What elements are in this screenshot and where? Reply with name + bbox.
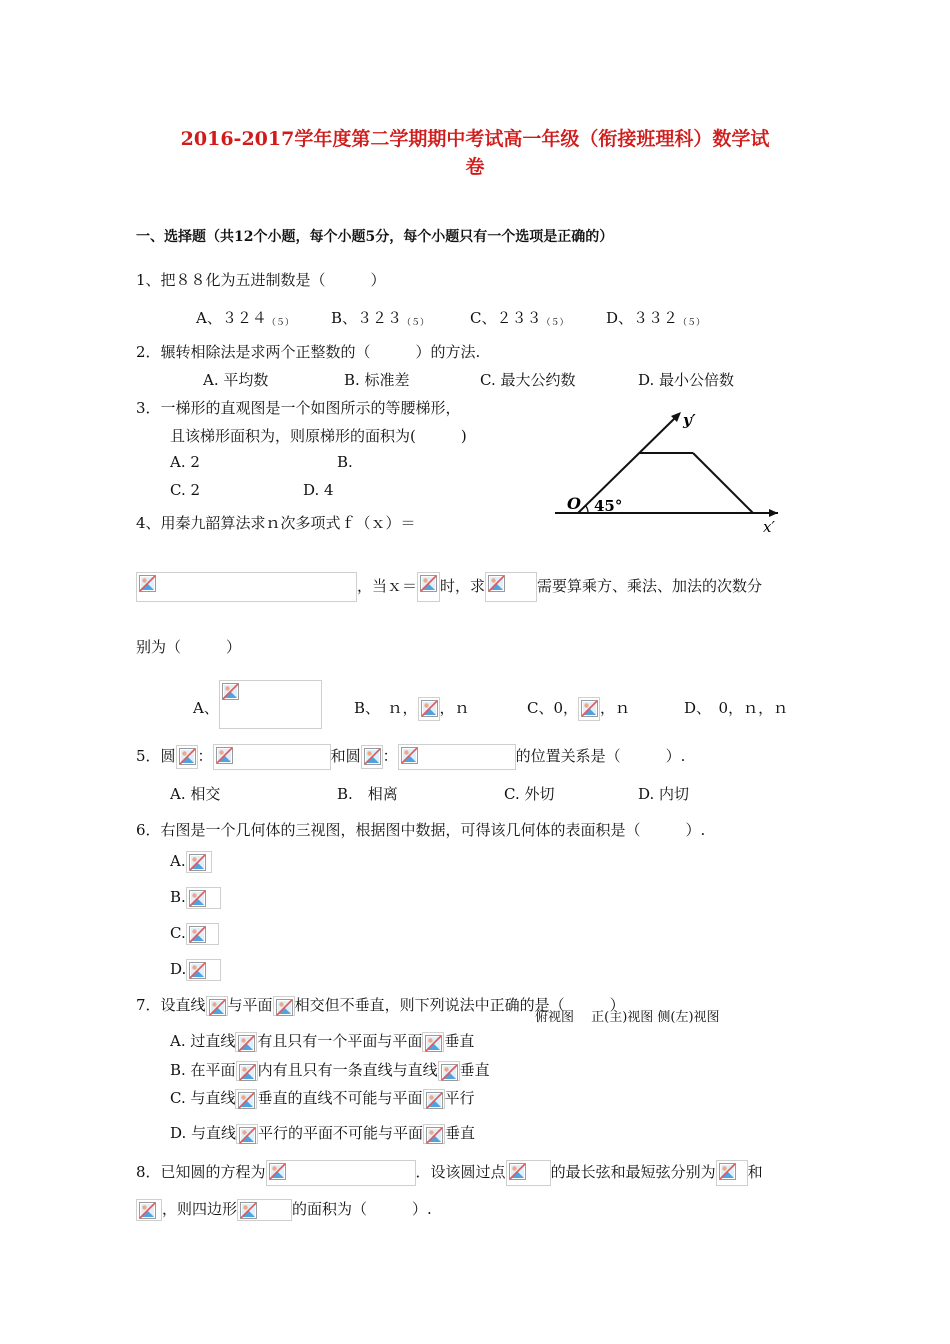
q7-option-a: A. 过直线 有且只有一个平面与平面 垂直 bbox=[170, 1032, 475, 1050]
section-header: 一、选择题（共12个小题，每个小题5分，每个小题只有一个选项是正确的） bbox=[136, 229, 614, 245]
q5-option-d: D. 内切 bbox=[638, 785, 690, 803]
q3-option-c: C. 2 bbox=[170, 481, 201, 499]
q1-stem: 1、把８８化为五进制数是（ ） bbox=[136, 271, 386, 289]
formula-image-placeholder bbox=[418, 697, 440, 721]
broken-image-icon bbox=[441, 1064, 458, 1081]
broken-image-icon bbox=[238, 1035, 255, 1052]
formula-image-placeholder bbox=[186, 887, 221, 909]
formula-image-placeholder bbox=[273, 996, 295, 1016]
y-axis-label: y′ bbox=[683, 411, 696, 429]
formula-image-placeholder bbox=[417, 572, 440, 602]
q3-option-b: B. bbox=[337, 453, 353, 471]
formula-image-placeholder bbox=[423, 1089, 445, 1109]
formula-image-placeholder bbox=[235, 1032, 257, 1052]
formula-image-placeholder bbox=[266, 1160, 416, 1186]
formula-image-placeholder bbox=[236, 1124, 258, 1144]
broken-image-icon bbox=[401, 747, 418, 764]
angle-label: 45° bbox=[594, 497, 623, 515]
three-view-labels: 俯视图 正(主)视图 侧(左)视图 bbox=[535, 1010, 720, 1025]
q7-option-c: C. 与直线 垂直的直线不可能与平面 平行 bbox=[170, 1089, 475, 1107]
formula-image-placeholder bbox=[423, 1124, 445, 1144]
q2-option-c: C. 最大公约数 bbox=[480, 371, 576, 389]
formula-image-placeholder bbox=[422, 1032, 444, 1052]
angle-arc bbox=[585, 505, 588, 513]
broken-image-icon bbox=[189, 854, 206, 871]
broken-image-icon bbox=[189, 890, 206, 907]
q5-stem: 5．圆 ： 和圆 ： 的位置关系是（ ）. bbox=[136, 744, 685, 770]
broken-image-icon bbox=[488, 575, 505, 592]
q3-line1: 3．一梯形的直观图是一个如图所示的等腰梯形， bbox=[136, 399, 461, 417]
broken-image-icon bbox=[239, 1064, 256, 1081]
formula-image-placeholder bbox=[361, 745, 383, 769]
broken-image-icon bbox=[269, 1163, 286, 1180]
q1-option-d: D、$332_{(5)}$ bbox=[606, 309, 706, 328]
broken-image-icon bbox=[364, 748, 381, 765]
formula-image-placeholder bbox=[176, 745, 198, 769]
q2-option-b: B. 标准差 bbox=[344, 371, 410, 389]
broken-image-icon bbox=[581, 700, 598, 717]
x-axis-arrow bbox=[769, 509, 778, 517]
broken-image-icon bbox=[139, 1202, 156, 1219]
broken-image-icon bbox=[139, 575, 156, 592]
formula-image-placeholder bbox=[186, 923, 219, 945]
broken-image-icon bbox=[426, 1092, 443, 1109]
q4-line2: ，当ｘ＝ 时，求 需要算乘方、乘法、加法的次数分 bbox=[136, 572, 762, 602]
y-axis bbox=[578, 417, 676, 513]
q4-option-a: A、 bbox=[193, 699, 219, 717]
broken-image-icon bbox=[238, 1092, 255, 1109]
q7-option-d: D. 与直线 平行的平面不可能与平面 垂直 bbox=[170, 1124, 476, 1142]
x-axis-label: x′ bbox=[763, 518, 775, 536]
formula-image-placeholder bbox=[136, 572, 357, 602]
broken-image-icon bbox=[216, 747, 233, 764]
q2-option-a: A. 平均数 bbox=[203, 371, 269, 389]
formula-image-placeholder bbox=[219, 680, 322, 729]
broken-image-icon bbox=[719, 1163, 736, 1180]
q1-option-a: A、$324_{(5)}$ bbox=[196, 309, 294, 328]
formula-image-placeholder bbox=[186, 959, 221, 981]
broken-image-icon bbox=[222, 683, 239, 700]
formula-image-placeholder bbox=[398, 744, 516, 770]
q1-option-c: C、$233_{(5)}$ bbox=[470, 309, 569, 328]
q1-option-b: B、$323_{(5)}$ bbox=[331, 309, 430, 328]
q2-stem: 2．辗转相除法是求两个正整数的（ ）的方法. bbox=[136, 343, 481, 361]
broken-image-icon bbox=[420, 575, 437, 592]
broken-image-icon bbox=[239, 1127, 256, 1144]
formula-image-placeholder bbox=[186, 851, 212, 873]
q3-option-d: D. 4 bbox=[303, 481, 334, 499]
broken-image-icon bbox=[189, 926, 206, 943]
broken-image-icon bbox=[189, 962, 206, 979]
q5-option-b: B. 相离 bbox=[337, 785, 398, 803]
broken-image-icon bbox=[209, 999, 226, 1016]
trapezoid-figure bbox=[550, 405, 790, 540]
broken-image-icon bbox=[509, 1163, 526, 1180]
q6-option-a: A. bbox=[170, 851, 212, 873]
formula-image-placeholder bbox=[578, 697, 600, 721]
q6-option-b: B. bbox=[170, 887, 221, 909]
q5-option-c: C. 外切 bbox=[504, 785, 555, 803]
q4-line3: 别为（ ） bbox=[136, 638, 242, 656]
broken-image-icon bbox=[276, 999, 293, 1016]
exam-title-line1: 2016-2017学年度第二学期期中考试高一年级（衔接班理科）数学试 bbox=[180, 128, 770, 150]
q3-line2: 且该梯形面积为，则原梯形的面积为( ) bbox=[170, 427, 467, 445]
formula-image-placeholder bbox=[506, 1160, 551, 1186]
q3-option-a: A. 2 bbox=[170, 453, 200, 471]
formula-image-placeholder bbox=[237, 1199, 292, 1221]
broken-image-icon bbox=[179, 748, 196, 765]
formula-image-placeholder bbox=[206, 996, 228, 1016]
broken-image-icon bbox=[425, 1035, 442, 1052]
formula-image-placeholder bbox=[213, 744, 331, 770]
q8-line1: 8．已知圆的方程为 ．设该圆过点 的最长弦和最短弦分别为 和 bbox=[136, 1160, 763, 1186]
formula-image-placeholder bbox=[716, 1160, 748, 1186]
formula-image-placeholder bbox=[236, 1061, 258, 1081]
formula-image-placeholder bbox=[485, 572, 537, 602]
broken-image-icon bbox=[240, 1202, 257, 1219]
q7-stem: 7．设直线 与平面 相交但不垂直，则下列说法中正确的是（ ） bbox=[136, 996, 625, 1014]
exam-title-line2: 卷 bbox=[465, 156, 485, 178]
q6-stem: 6．右图是一个几何体的三视图，根据图中数据，可得该几何体的表面积是（ ）. bbox=[136, 821, 706, 839]
q4-option-d: D、 0，ｎ，ｎ bbox=[684, 699, 789, 717]
q6-option-d: D. bbox=[170, 959, 221, 981]
broken-image-icon bbox=[426, 1127, 443, 1144]
trapezoid-right-side bbox=[693, 453, 753, 513]
q4-option-c: C、0， ，ｎ bbox=[527, 697, 630, 721]
q4-stem: 4、用秦九韶算法求ｎ次多项式ｆ（ｘ）＝ bbox=[136, 514, 416, 532]
broken-image-icon bbox=[421, 700, 438, 717]
origin-label: O bbox=[567, 494, 581, 513]
formula-image-placeholder bbox=[235, 1089, 257, 1109]
formula-image-placeholder bbox=[438, 1061, 460, 1081]
q5-option-a: A. 相交 bbox=[170, 785, 221, 803]
q4-option-b: B、 ｎ， ，ｎ bbox=[354, 697, 470, 721]
q2-option-d: D. 最小公倍数 bbox=[638, 371, 735, 389]
formula-image-placeholder bbox=[136, 1199, 162, 1221]
q7-option-b: B. 在平面 内有且只有一条直线与直线 垂直 bbox=[170, 1061, 490, 1079]
q8-line2: ，则四边形 的面积为（ ）. bbox=[136, 1198, 432, 1221]
q6-option-c: C. bbox=[170, 923, 219, 945]
